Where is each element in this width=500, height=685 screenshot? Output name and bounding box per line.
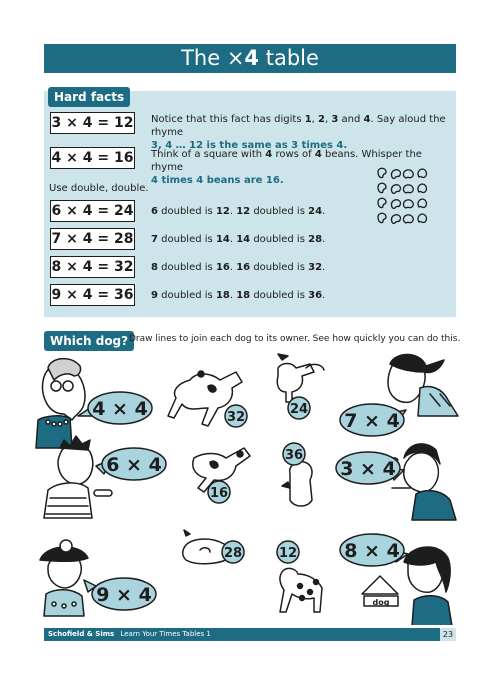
- rhyme-1: 3, 4 … 12 is the same as 3 times 4.: [151, 140, 348, 151]
- note-digits: Notice that this fact has digits 1, 2, 3 and 4. Say aloud the rhyme 3, 4 … 12 is the same as 3 times 4.: [151, 114, 446, 151]
- dog-number-36: 36: [284, 448, 304, 463]
- title-symbol: ×: [226, 46, 245, 70]
- fact-box-9x4: 9 × 4 = 36: [50, 284, 135, 306]
- page-title: [44, 44, 456, 73]
- footer-publisher: Schofield & Sims: [48, 630, 115, 638]
- dog-number-12: 12: [278, 546, 298, 561]
- fact-box-7x4: 7 × 4 = 28: [50, 228, 135, 250]
- dog-number-16: 16: [209, 486, 229, 501]
- title-suffix: table: [259, 46, 319, 70]
- title-prefix: The: [181, 46, 227, 70]
- owner-label-9x4: 9 × 4: [96, 584, 152, 606]
- rhyme-2: 4 times 4 beans are 16.: [151, 175, 284, 186]
- owner-boy-cap: [388, 355, 458, 417]
- dog-number-24: 24: [289, 402, 309, 417]
- hard-facts-tag: Hard facts: [48, 87, 130, 107]
- owner-girl-hat: [40, 540, 88, 616]
- double-hint: Use double, double.: [49, 183, 149, 194]
- bean-grid-illustration: [374, 166, 436, 226]
- matching-illustration: [0, 350, 500, 625]
- fact-box-3x4: 3 × 4 = 12: [50, 112, 135, 134]
- dog-number-32: 32: [226, 410, 246, 425]
- fact-box-6x4: 6 × 4 = 24: [50, 200, 135, 222]
- owner-label-8x4: 8 × 4: [344, 540, 400, 562]
- fact-box-4x4: 4 × 4 = 16: [50, 147, 135, 169]
- title-number: 4: [244, 46, 260, 70]
- footer-bar: [44, 628, 456, 641]
- dog-number-28: 28: [223, 546, 243, 561]
- fact-box-8x4: 8 × 4 = 32: [50, 256, 135, 278]
- owner-label-6x4: 6 × 4: [106, 454, 162, 476]
- owner-grandma: [36, 359, 85, 448]
- which-dog-tag: Which dog?: [44, 331, 134, 351]
- double-line-6: 6 doubled is 12. 12 doubled is 24.: [151, 206, 326, 217]
- which-dog-instruction: Draw lines to join each dog to its owner. See how quickly you can do this.: [129, 334, 461, 344]
- page-number: 23: [440, 628, 456, 641]
- double-line-8: 8 doubled is 16. 16 doubled is 32.: [151, 262, 326, 273]
- footer-book-title: Learn Your Times Tables 1: [120, 630, 211, 638]
- owner-label-4x4: 4 × 4: [92, 398, 148, 420]
- owner-label-7x4: 7 × 4: [344, 410, 400, 432]
- double-line-9: 9 doubled is 18. 18 doubled is 36.: [151, 290, 326, 301]
- owner-man-pipe: [384, 444, 456, 520]
- cake-label: dog: [372, 598, 390, 607]
- note-beans: Think of a square with 4 rows of 4 beans. Whisper the rhyme 4 times 4 beans are 16.: [151, 149, 422, 186]
- double-line-7: 7 doubled is 14. 14 doubled is 28.: [151, 234, 326, 245]
- owner-label-3x4: 3 × 4: [340, 458, 396, 480]
